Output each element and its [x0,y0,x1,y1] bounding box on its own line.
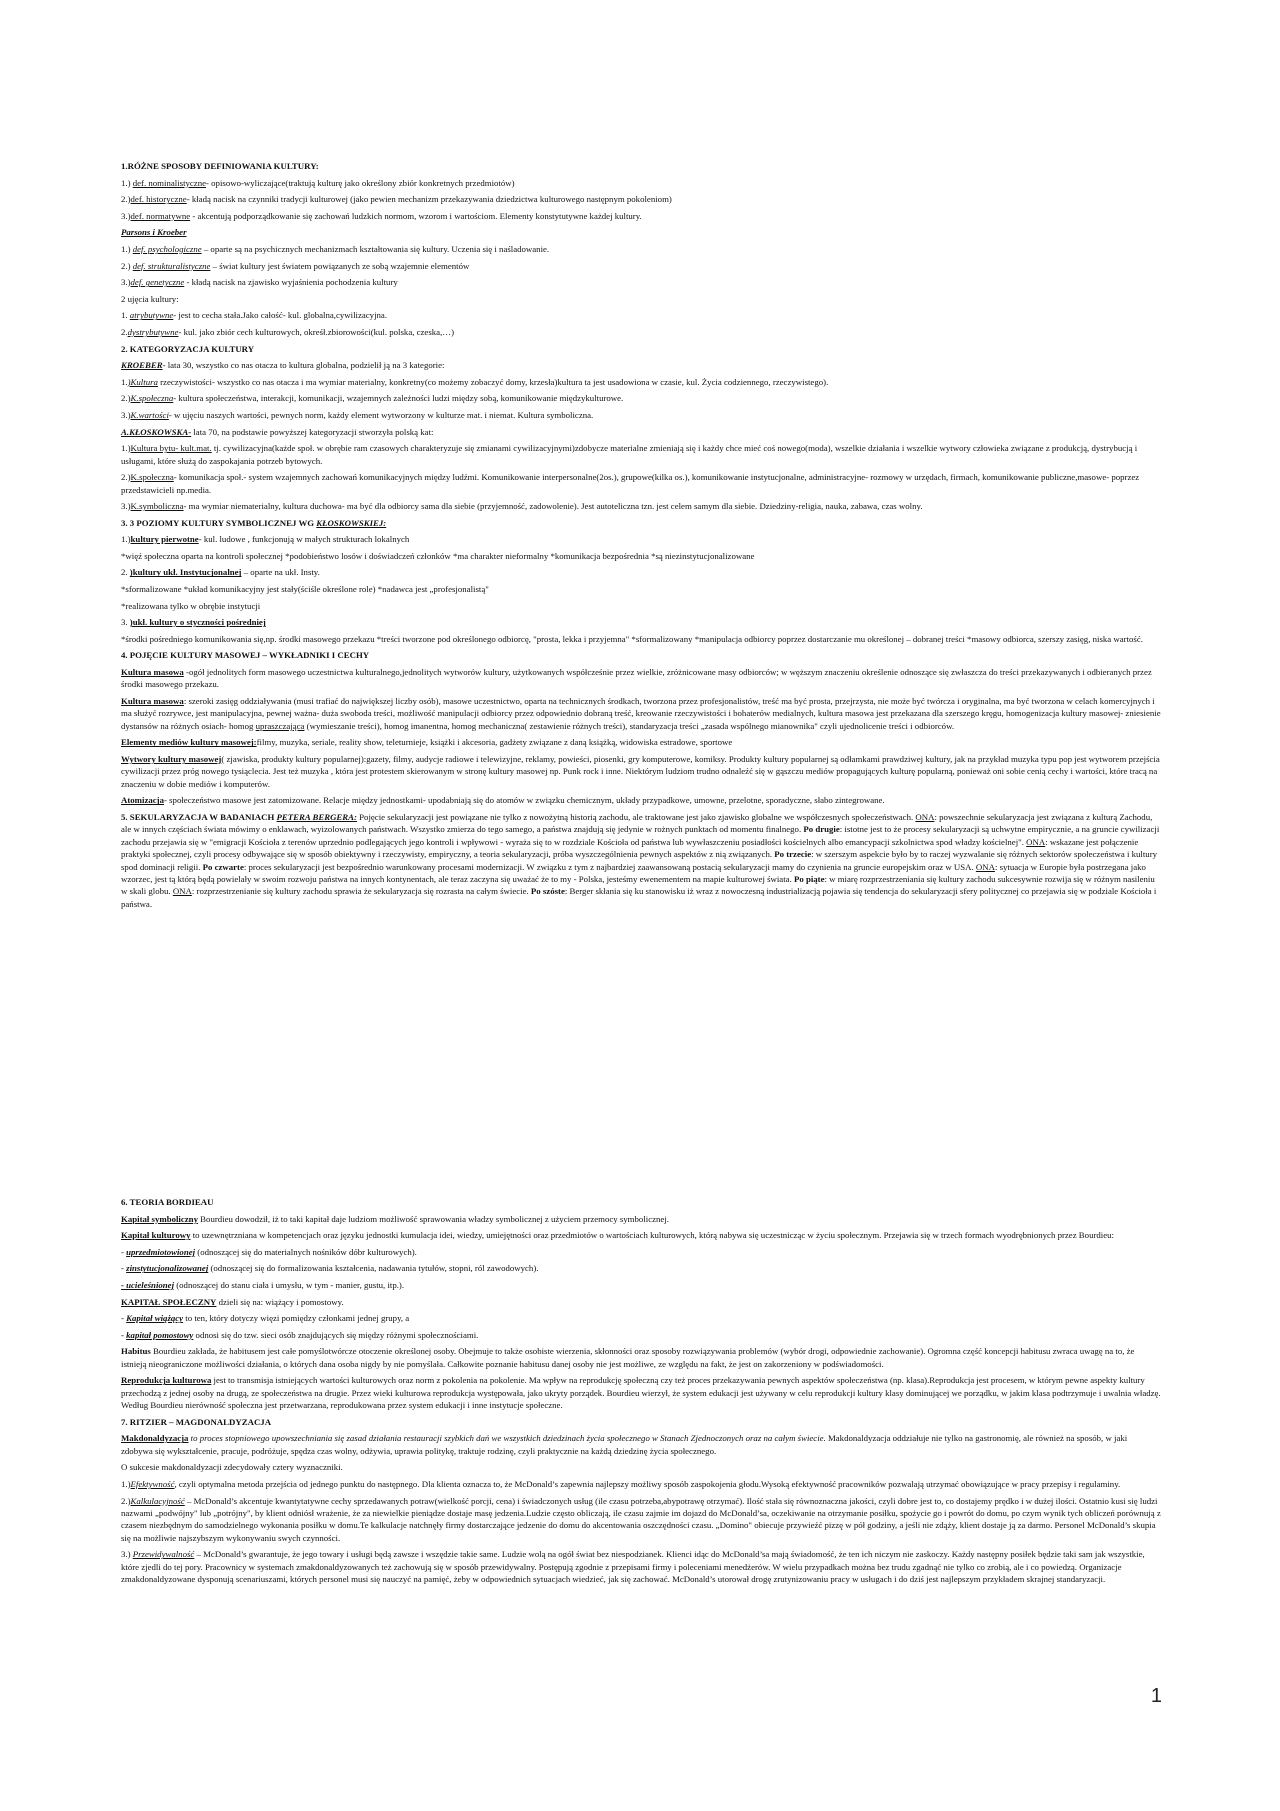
paragraph: KROEBER- lata 30, wszystko co nas otacza to kultura globalna, podzielił ją na 3 kategorie: [121,360,445,371]
paragraph: Elementy mediów kultury masowej:filmy, muzyka, seriale, reality show, teleturnieje, książki i akcesoria, gadżety związane z daną książką, widowiska estradowe, sportowe [121,737,733,748]
section-4-heading: 4. POJĘCIE KULTURY MASOWEJ – WYKŁADNIKI I CECHY [121,650,370,661]
paragraph: 2 ujęcia kultury: [121,293,179,304]
section-7-heading: 7. RITZIER – MAGDONALDYZACJA [121,1416,272,1427]
category-line: 2.)K.społeczna- komunikacja społ.- system wzajemnych zachowań komunikacyjnych między ludźmi. Komunikowanie interpersonalne(2os.), grupowe(kilka os.), komunikowanie instytucjonalne, administracyjne- rozmowy w urzędach, firmach, komunikowanie publiczne,masowe- poprzez przedstawicieli np.media. [121,472,1140,495]
paragraph: Kultura masowa: szeroki zasięg oddziaływania (musi trafiać do największej liczby osób), masowe uczestnictwo, oparta na technicznych środkach, tworzona przez profesjonalistów, treść ma być prosta, przejrzysta, nie może być twórcza i oryginalna, ma być tworzona w celach komercyjnych i ma służyć rozrywce, jest manipulacyjna, pewnej ważna- duża swoboda treści, możliwość manipulacji odbiorcy przez odpowiednio dobraną treść, kreowanie rzeczywistości i bohaterów medialnych, kultura masowa jest przekazana dla szerszego kręgu, homogenizacja kultury masowej- zniesienie dystansów na różnych osiach- homog upraszczająca (wymieszanie treści), homog imanentna, homog mechaniczna( zestawienie różnych treści), standaryzacja treści „zasada wspólnego mianownika" czyli ujednolicenie treści i odbiorców. [121,696,1161,731]
paragraph: *środki pośredniego komunikowania się,np. środki masowego przekazu *treści tworzone pod określonego odbiorcę, "prosta, lekka i przyjemna" *sformalizowany *manipulacja odbiorcy poprzez dostarczanie mu określonej – dobranej treści *masowy odbiorca, szerszy zasięg, niska wartość. [121,633,1143,644]
document-top-block [121,160,1161,914]
form-line: - Kapitał wiążący to ten, który dotyczy więzi pomiędzy członkami jednej grupy, a [121,1313,410,1324]
paragraph: Kultura masowa -ogół jednolitych form masowego uczestnictwa kulturalnego,jednolitych wytworów kultury, użytkowanych współcześnie przez wielkie, zróżnicowane masy odbiorców; w węższym znaczeniu określenie odnoszące się zwłaszcza do treści przekazywanych i odbieranych przez środki masowego przekazu. [121,667,1152,690]
parsons-kroeber-subheading: Parsons i Kroeber [121,227,187,238]
form-line: - zinstytucjonalizowanej (odnoszącej się do formalizowania kształcenia, nadawania tytułów, stopni, ról zawodowych). [121,1263,539,1274]
category-line: 3.)K.wartości- w ujęciu naszych wartości, pewnych norm, każdy element wytworzony w kulturze mat. i niemat. Kultura symboliczna. [121,409,594,420]
section-1-heading: 1.RÓŻNE SPOSOBY DEFINIOWANIA KULTURY: [121,161,319,171]
section-6-heading: 6. TEORIA BORDIEAU [121,1197,214,1207]
level-line: 2. )kultury ukł. Instytucjonalnej – oparte na ukł. Insty. [121,567,320,578]
definition-line: 1. atrybutywne- jest to cecha stała.Jako całość- kul. globalna,cywilizacyjna. [121,310,388,321]
page-number: 1 [1150,1685,1162,1707]
section-2-heading: 2. KATEGORYZACJA KULTURY [121,343,255,354]
paragraph: Reprodukcja kulturowa jest to transmisja istniejących wartości kulturowych oraz norm z pokolenia na pokolenie. Ma wpływ na reprodukcję społeczną czy też proces przekazywania pewnych aspektów społeczeństwa (np. klasa).Reprodukcja jest procesem, w którym pewne aspekty kultury przechodzą z jednej osoby na drugą, ze społeczeństwa na drugie. Przez wieki kulturowa reprodukcja występowała, jako ukryty porządek. Bourdieu wierzył, że system edukacji jest używany w celu reprodukcji kultury klasy dominującej we porządku, w jakim klasa podtrzymuje i uwalnia władzę. Według Bourdieu nierówność społeczna jest przetwarzana, reprodukowana przez system edukacji i inne instytucje społeczne. [121,1375,1161,1411]
section-5-paragraph: 5. SEKULARYZACJA W BADANIACH PETERA BERGERA: Pojęcie sekularyzacji jest powiązane nie tylko z nowożytną historią zachodu, ale traktowane jest jako zjawisko globalne we współczesnych społeczeństwach. ONA: powszechnie sekularyzacja jest związana z kulturą Zachodu, ale w innych częściach świata mówimy o enklawach, wyizolowanych państwach. Wszystko zmierza do tego samego, a państwa znajdują się jedynie w rożnych punktach od momentu finalnego. Po drugie: istotne jest to że procesy sekularyzacji są uchwytne empirycznie, a na gruncie cywilizacji zachodu przejawia się w "emigracji Kościoła z terenów uprzednio podlegających jego kontroli i wpływowi - wyraża się to w rozdziale Kościoła od państwa lub wywłaszczeniu posiadłości kościelnych albo emancypacji szkolnictwa spod władzy kościelnej". ONA: wskazane jest połączenie praktyki społecznej, czyli procesy odbywające się w sposób obiektywny i rzeczywisty, empiryczny, a teoria sekularyzacji, próba wyszczególnienia pewnych aspektów z nią związanych. Po trzecie: w szerszym aspekcie było by to raczej wyzwalanie się różnych sektorów społeczeństwa i kultury spod dominacji religii. Po czwarte: proces sekularyzacji jest bezpośrednio warunkowany procesami modernizacji. W związku z tym z najbardziej zaawansowaną postacią sekularyzacji mamy do czynienia na gruncie europejskim oraz w USA. ONA: sytuacja w Europie była postrzegana jako wzorzec, jest tą którą będą powielały w swoim rozwoju państwa na innych kontynentach, ale teraz zaczyna się uważać że to my - Polska, jesteśmy ewenementem na mapie kulturowej świata. Po piąte: w miarę rozprzestrzeniania się kultury zachodu sukcesywnie rozwija się w różnym nasileniu w skali globu. ONA: rozprzestrzenianie się kultury zachodu sprawia że sekularyzacja się rozrasta na całym świecie. Po szóste: Berger skłania się ku stanowisku iż wraz z nowoczesną industrializacją pojawia się tendencja do sekularyzacji sfery politycznej co przejawia się w podziale Kościoła i państwa. [121,812,1160,909]
paragraph: Kapitał symboliczny Bourdieu dowodził, iż to taki kapitał daje ludziom możliwość sprawowania władzy symbolicznej z użyciem przemocy symbolicznej. [121,1213,669,1224]
paragraph: O sukcesie makdonaldyzacji zdecydowały cztery wyznaczniki. [121,1462,343,1473]
form-line: - ucieleśnionej (odnoszącej do stanu ciała i umysłu, w tym - manier, gustu, itp.). [121,1279,405,1290]
paragraph: A.KŁOSKOWSKA- lata 70, na podstawie powyższej kategoryzacji stworzyła polską kat: [121,426,434,437]
form-line: - uprzedmiotowionej (odnoszącej się do materialnych nośników dóbr kulturowych). [121,1246,417,1257]
paragraph: *więź społeczna oparta na kontroli społecznej *podobieństwo losów i doświadczeń członków *ma charakter nieformalny *komunikacja bezpośrednia *są niezinstytucjonalizowane [121,550,755,561]
paragraph: *sformalizowane *układ komunikacyjny jest stały(ściśle określone role) *nadawca jest „profesjonalistą" [121,584,489,595]
paragraph: Makdonaldyzacja to proces stopniowego upowszechniania się zasad działania restauracji szybkich dań we wszystkich dziedzinach życia społecznego w Stanach Zjednoczonych oraz na całym świecie. Makdonaldyzacja oddziałuje nie tylko na gastronomię, ale również na sposób, w jaki zdobywa się wykształcenie, pracuje, podróżuje, spędza czas wolny, odżywia, uprawia politykę, traktuje rodzinę, czyli praktycznie na każdą dziedzinę życia społecznego. [121,1433,1128,1456]
document-bottom-block [121,1196,1161,1590]
form-line: - kapitał pomostowy odnosi się do tzw. sieci osób znajdujących się między różnymi społecznościami. [121,1329,479,1340]
section-3-heading: 3. 3 POZIOMY KULTURY SYMBOLICZNEJ WG KŁOSKOWSKIEJ: [121,517,387,528]
level-line: 1.)kultury pierwotne- kul. ludowe , funkcjonują w małych strukturach lokalnych [121,534,410,545]
determinant-line: 1.)Efektywność, czyli optymalna metoda przejścia od jednego punktu do następnego. Dla klienta oznacza to, że McDonald’s zapewnia najlepszy możliwy sposób zaspokojenia głodu.Wysoką efektywność pracowników pozwalają utrzymać obowiązujące w pracy przepisy i regulaminy. [121,1478,1121,1489]
definition-line: 3.)def. normatywne - akcentują podporządkowanie się zachowań ludzkich normom, wzorom i wartościom. Elementy konstytutywne każdej kultury. [121,210,642,221]
category-line: 3.)K.symboliczna- ma wymiar niematerialny, kultura duchowa- ma być dla odbiorcy sama dla siebie (przyjemność, zadowolenie). Jest autoteliczna tzn. jest celem samym dla siebie. Dziedziny-religia, nauka, zabawa, czas wolny. [121,501,923,512]
paragraph: Habitus Bourdieu zakłada, że habitusem jest całe pomyślotwórcze otoczenie określonej osoby. Obejmuje to także osobiste wierzenia, skłonności oraz sposoby rozwiązywania problemów (wybór drogi, odpowiednie zachowanie). Ogromna część koncepcji habitusu zwraca uwagę na to, że istnieją nieograniczone możliwości działania, o których dana osoba nigdy by nie pomyślała. Całkowite poznanie habitusu danej osoby nie jest możliwe, ze względu na fakt, że jest on zakorzeniony w podświadomości. [121,1346,1135,1369]
definition-line: 3.)def. genetyczne - kładą nacisk na zjawisko wyjaśnienia pochodzenia kultury [121,277,398,288]
definition-line: 1.) def. psychologiczne – oparte są na psychicznych mechanizmach kształtowania się kultury. Uczenia się i naśladowanie. [121,243,550,254]
level-line: 3. )ukł. kultury o styczności pośredniej [121,617,266,628]
paragraph: *realizowana tylko w obrębie instytucji [121,600,261,611]
definition-line: 2.)def. historyczne- kładą nacisk na czynniki tradycji kulturowej (jako pewien mechanizm przekazywania dziedzictwa kulturowego następnym pokoleniom) [121,194,672,205]
paragraph: KAPITAŁ SPOŁECZNY dzieli się na: wiążący i pomostowy. [121,1296,344,1307]
determinant-line: 2.)Kalkulacyjność – McDonald’s akcentuje kwantytatywne cechy sprzedawanych potraw(wielkość porcji, cena) i świadczonych usług (ile czasu potrzeba,abypotrawę otrzymać). Ilość stała się równoznaczna jakości, czyli dobre jest to, co dostajemy prędko i w dużej ilości. Ostatnio kusi się ludzi nazwami „podwójny" lub „potrójny", by klient odniósł wrażenie, że za niewielkie pieniądze dostaje masę jedzenia.Ludzie często obliczają, ile czasu zajmie im dojazd do McDonald’sa, oczekiwanie na otrzymanie posiłku, spożycie go i powrót do domu, po czym wynik tych obliczeń porównują z czasem niezbędnym do samodzielnego wykonania posiłku w domu.Te kalkulacje natchnęły firmy dostarczające jedzenie do domu do akcentowania oszczędności czasu. „Domino" obiecuje przywieźć pizzę w pół godziny, a jeśli nie zdąży, klient dostaje ją za darmo. Personel McDonald’s skupia się na możliwie najszybszym wykonywaniu swych czynności. [121,1495,1161,1543]
definition-line: 1.) def. nominalistyczne- opisowo-wyliczające(traktują kulturę jako określony zbiór konkretnych przedmiotów) [121,177,515,188]
category-line: 1.)Kultura rzeczywistości- wszystko co nas otacza i ma wymiar materialny, konkretny(co możemy zobaczyć domy, krzesła)kultura ta jest usadowiona w czasie, kul. Życia codziennego, rzeczywistego). [121,376,829,387]
category-line: 1.)Kultura bytu- kult.mat. tj. cywilizacyjna(każde społ. w obrębie ram czasowych charakteryzuje się zmianami cywilizacyjnymi)zdobycze materialne zmieniają się i każdy chce mieć coś nowego(moda), wszelkie działania i wszelkie wytwory człowieka związane z produkcją, dystrybucją i usługami, które służą do zaspokajania potrzeb bytowych. [121,443,1138,466]
paragraph: Wytwory kultury masowej( zjawiska, produkty kultury popularnej):gazety, filmy, audycje radiowe i telewizyjne, reklamy, powieści, piosenki, gry komputerowe, komiksy. Produkty kultury popularnej są odłamkami prawdziwej kultury, jak na przykład muzyka typu pop jest wytworem przejścia cywilizacji przez próg nowego tysiąclecia. Jest też muzyka , która jest protestem skierowanym w stronę kultury masowej np. Punk rock i inne. Niektórym ludziom trudno odnaleźć się w gąszczu mediów propagujących kulturę popularną, ponieważ oni sobie cenią cechy i wartości, które tracą na znaczeniu w dobie mediów i komputerów. [121,754,1160,789]
definition-line: 2.dystrybutywne- kul. jako zbiór cech kulturowych, okreśł.zbiorowości(kul. polska, czeska,…) [121,326,454,337]
paragraph: Kapitał kulturowy to uzewnętrzniana w kompetencjach oraz języku jednostki kumulacja idei, wiedzy, umiejętności oraz przedmiotów o wartościach kulturowych, którą nabywa się uczestnicząc w życiu społecznym. Przejawia się w trzech formach wyodrębnionych przez Bourdieu: [121,1230,1114,1241]
determinant-line: 3.) Przewidywalność – McDonald’s gwarantuje, że jego towary i usługi będą zawsze i wszędzie takie same. Ludzie wolą na ogół świat bez niespodzianek. Klienci idąc do McDonald’sa mają świadomość, że ten ich niczym nie zaskoczy. Każdy następny posiłek będzie taki sam jak wszystkie, które zjedli do tej pory. Pracownicy w systemach zmakdonaldyzowanych też zachowują się w sposób przewidywalny. Postępują zgodnie z przepisami firmy i poleceniami menedżerów. W wielu przypadkach można bez trudu zgadnąć nie tylko co zrobią, ale i co powiedzą. Organizacje zmakdonaldyzowane dysponują scenariuszami, których personel musi się nauczyć na pamięć, żeby w odpowiednich sytuacjach wiedzieć, jak się zachować. McDonald’s utorował drogę zrutynizowaniu pracy w usługach i do dziś jest najlepszym przykładem skrajnej standaryzacji. [121,1549,1145,1585]
definition-line: 2.) def. strukturalistyczne – świat kultury jest światem powiązanych ze sobą wzajemnie elementów [121,260,470,271]
category-line: 2.)K.społeczna- kultura społeczeństwa, interakcji, komunikacji, wzajemnych zależności ludzi między sobą, komunikowanie międzykulturowe. [121,393,624,404]
paragraph: Atomizacja- społeczeństwo masowe jest zatomizowane. Relacje między jednostkami- upodabniają się do atomów w związku chemicznym, układy przypadkowe, umowne, przelotne, sporadyczne, słabo zintegrowane. [121,795,885,806]
